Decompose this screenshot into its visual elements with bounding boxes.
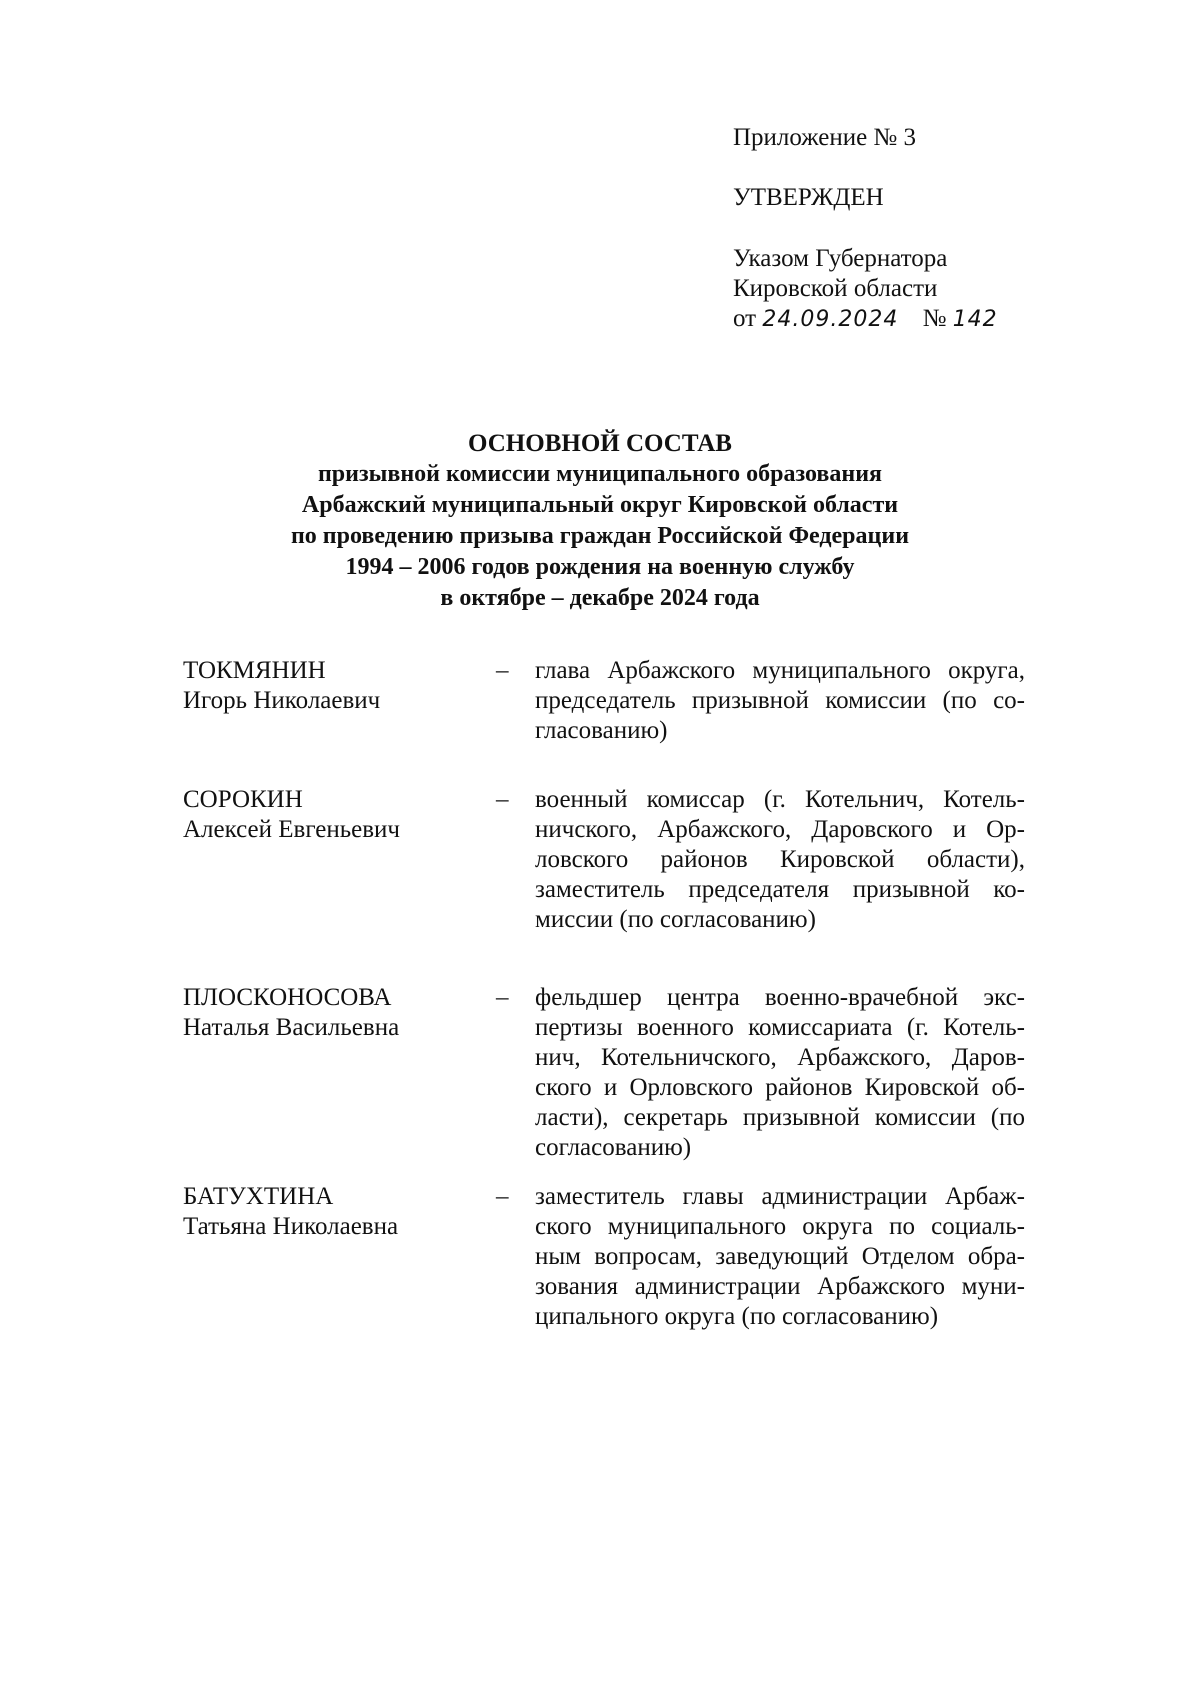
member-given-name: Игорь Николаевич	[183, 687, 381, 714]
dash: –	[496, 1183, 509, 1210]
member-surname: ТОКМЯНИН	[183, 657, 326, 684]
member-given-name: Наталья Васильевна	[183, 1014, 400, 1041]
role-line: фельдшер центра военно-врачебной экс-	[535, 984, 1025, 1011]
document-title	[0, 428, 1200, 614]
role-line: нич, Котельничского, Арбажского, Даров-	[535, 1044, 1025, 1071]
title-line: Арбажский муниципальный округ Кировской области	[301, 492, 899, 518]
handwritten-number: 142	[952, 307, 998, 332]
date-prefix: от	[733, 305, 757, 332]
role-line: ничского, Арбажского, Даровского и Ор-	[535, 816, 1025, 843]
approved-label: УТВЕРЖДЕН	[733, 184, 884, 211]
role-line: военный комиссар (г. Котельнич, Котель-	[535, 786, 1025, 813]
dash: –	[496, 657, 509, 684]
role-line: ского и Орловского районов Кировской об-	[535, 1074, 1025, 1101]
member-given-name: Татьяна Николаевна	[183, 1213, 399, 1240]
member-role	[535, 785, 1025, 935]
dash: –	[496, 984, 509, 1011]
decree-date-line	[733, 304, 998, 335]
role-line: зования администрации Арбажского муни-	[535, 1273, 1025, 1300]
number-prefix: №	[922, 305, 947, 332]
decree-line-1: Указом Губернатора	[733, 245, 948, 272]
decree-line-2: Кировской области	[733, 275, 938, 302]
title-line: ОСНОВНОЙ СОСТАВ	[468, 430, 732, 457]
title-line: призывной комиссии муниципального образования	[317, 461, 883, 487]
member-surname: СОРОКИН	[183, 786, 303, 813]
role-line: председатель призывной комиссии (по со-	[535, 687, 1025, 714]
role-line: гласованию)	[535, 717, 668, 744]
role-line: пертизы военного комиссариата (г. Котель-	[535, 1014, 1025, 1041]
role-line: ципального округа (по согласованию)	[535, 1303, 939, 1330]
role-line: ным вопросам, заведующий Отделом обра-	[535, 1243, 1025, 1270]
role-line: глава Арбажского муниципального округа,	[535, 657, 1025, 684]
member-surname: БАТУХТИНА	[183, 1183, 334, 1210]
appendix-label: Приложение № 3	[733, 124, 917, 151]
role-line: ловского районов Кировской области),	[535, 846, 1025, 873]
role-line: ского муниципального округа по социаль-	[535, 1213, 1025, 1240]
member-given-name: Алексей Евгеньевич	[183, 816, 401, 843]
role-line: миссии (по согласованию)	[535, 906, 816, 933]
role-line: согласованию)	[535, 1134, 692, 1161]
handwritten-date: 24.09.2024	[762, 307, 899, 332]
role-line: заместитель председателя призывной ко-	[535, 876, 1025, 903]
dash: –	[496, 786, 509, 813]
title-line: 1994 – 2006 годов рождения на военную службу	[345, 554, 855, 580]
member-surname: ПЛОСКОНОСОВА	[183, 984, 392, 1011]
title-line: по проведению призыва граждан Российской Федерации	[290, 523, 910, 549]
title-line: в октябре – декабре 2024 года	[440, 585, 760, 611]
member-role	[535, 1182, 1025, 1332]
role-line: заместитель главы администрации Арбаж-	[535, 1183, 1025, 1210]
member-role	[535, 656, 1025, 746]
role-line: ласти), секретарь призывной комиссии (по	[535, 1104, 1025, 1131]
member-role	[535, 983, 1025, 1163]
